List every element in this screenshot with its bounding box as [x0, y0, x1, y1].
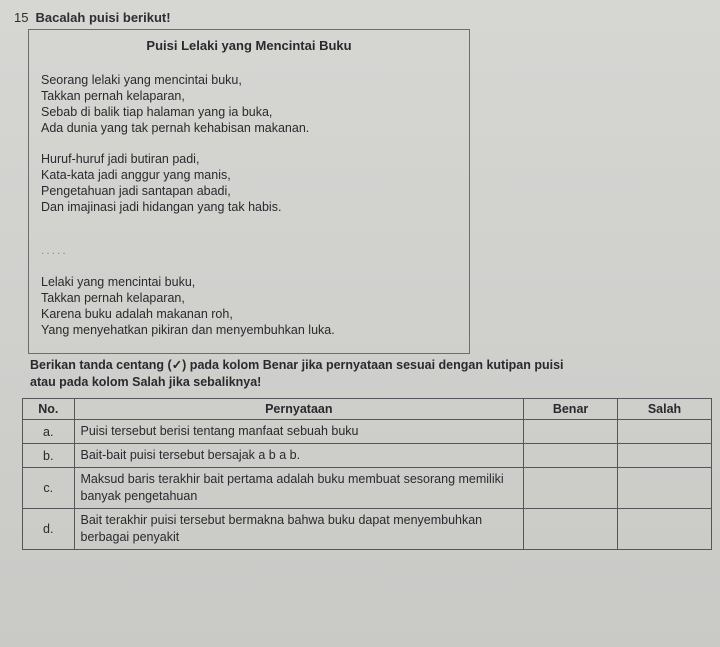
instruction-line-2: atau pada kolom Salah jika sebaliknya!: [30, 375, 262, 389]
poem-line: Karena buku adalah makanan roh,: [41, 307, 233, 321]
row-statement: Bait terakhir puisi tersebut bermakna bahwa buku dapat menyembuhkan berbagai penyakit: [74, 509, 524, 550]
header-no: No.: [23, 399, 75, 420]
salah-checkbox-cell[interactable]: [618, 509, 712, 550]
salah-checkbox-cell[interactable]: [618, 420, 712, 444]
row-statement: Puisi tersebut berisi tentang manfaat sebuah buku: [74, 420, 524, 444]
table-header-row: [23, 399, 712, 420]
poem-line: Pengetahuan jadi santapan abadi,: [41, 184, 231, 198]
benar-checkbox-cell[interactable]: [524, 509, 618, 550]
header-statement: Pernyataan: [74, 399, 524, 420]
salah-checkbox-cell[interactable]: [618, 468, 712, 509]
poem-ellipsis: .....: [41, 243, 68, 257]
poem-line: Huruf-huruf jadi butiran padi,: [41, 152, 200, 166]
salah-checkbox-cell[interactable]: [618, 444, 712, 468]
row-number: d.: [23, 509, 75, 550]
benar-checkbox-cell[interactable]: [524, 444, 618, 468]
poem-line: Takkan pernah kelaparan,: [41, 89, 185, 103]
answer-table: [22, 398, 712, 550]
poem-line: Seorang lelaki yang mencintai buku,: [41, 73, 242, 87]
question-prompt: Bacalah puisi berikut!: [35, 10, 171, 25]
row-statement: Bait-bait puisi tersebut bersajak a b a b.: [74, 444, 524, 468]
poem-stanza-2: [41, 151, 281, 215]
poem-line: Dan imajinasi jadi hidangan yang tak habis.: [41, 200, 282, 214]
header-benar: Benar: [524, 399, 618, 420]
instruction-line-1: Berikan tanda centang (✓) pada kolom Benar jika pernyataan sesuai dengan kutipan puisi: [30, 358, 564, 372]
header-salah: Salah: [618, 399, 712, 420]
poem-stanza-1: [41, 72, 309, 136]
poem-title: Puisi Lelaki yang Mencintai Buku: [146, 38, 352, 53]
question-number: 15: [14, 10, 29, 25]
question-heading: [14, 10, 171, 25]
row-statement: Maksud baris terakhir bait pertama adalah buku membuat sesorang memiliki banyak pengetahuan: [74, 468, 524, 509]
poem-line: Kata-kata jadi anggur yang manis,: [41, 168, 231, 182]
poem-line: Lelaki yang mencintai buku,: [41, 275, 196, 289]
instruction-text: [30, 357, 700, 391]
benar-checkbox-cell[interactable]: [524, 420, 618, 444]
table-row: [23, 420, 712, 444]
poem-line: Sebab di balik tiap halaman yang ia buka,: [41, 105, 273, 119]
poem-stanza-3: [41, 274, 335, 338]
row-number: a.: [23, 420, 75, 444]
poem-line: Takkan pernah kelaparan,: [41, 291, 185, 305]
table-row: [23, 509, 712, 550]
table-row: [23, 444, 712, 468]
benar-checkbox-cell[interactable]: [524, 468, 618, 509]
row-number: c.: [23, 468, 75, 509]
row-number: b.: [23, 444, 75, 468]
poem-line: Yang menyehatkan pikiran dan menyembuhkan luka.: [41, 323, 335, 337]
poem-box: [28, 29, 470, 354]
poem-line: Ada dunia yang tak pernah kehabisan makanan.: [41, 121, 310, 135]
table-row: [23, 468, 712, 509]
